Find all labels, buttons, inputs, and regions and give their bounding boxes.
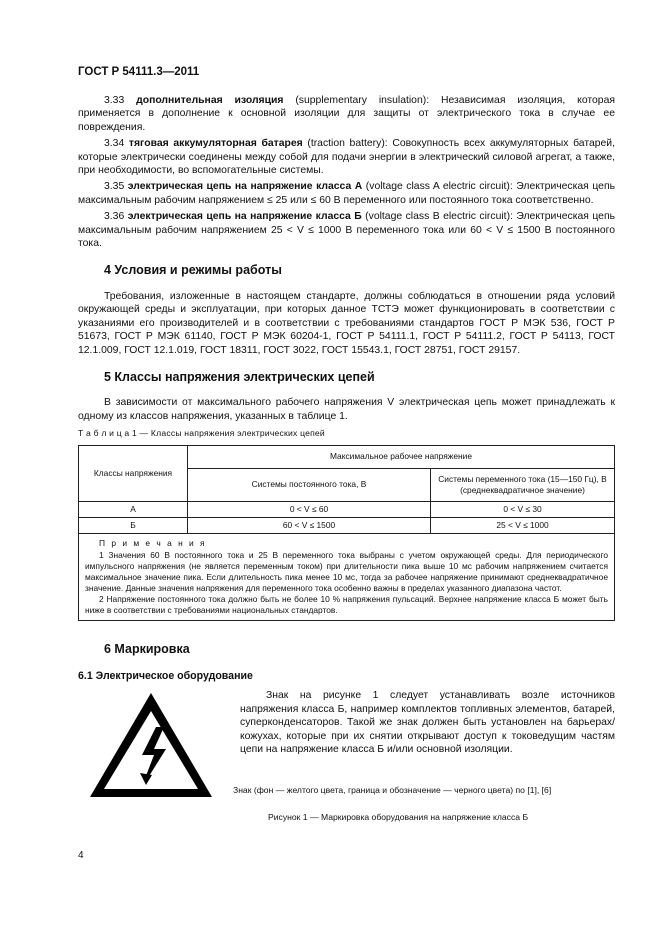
table-cell-ac: 25 < V ≤ 1000 bbox=[431, 517, 615, 533]
page-number: 4 bbox=[78, 850, 84, 861]
definition-3-34: 3.34 тяговая аккумуляторная батарея (traction battery): Совокупность всех аккумуляторных батарей, которые электрически соединены между собой для подачи энергии в электрический силовой агрегат, а также, при необходимости, во вспомогательные системы. bbox=[78, 138, 616, 177]
table-cell-class: Б bbox=[79, 517, 188, 533]
table-header-dc: Системы постоянного тока, В bbox=[188, 468, 431, 501]
figure-caption: Рисунок 1 — Маркировка оборудования на напряжение класса Б bbox=[268, 812, 529, 823]
section-4-text: Требования, изложенные в настоящем стандарте, должны соблюдаться в отношении ряда условий окружающей среды и эксплуатации, при которых данное ТСТЭ может функционировать в соответствии с указаниями его производителей и в соответствии с требованиями стандартов ГОСТ Р МЭК 536, ГОСТ Р 51673, ГОСТ Р МЭК 61140, ГОСТ Р МЭК 60204-1, ГОСТ Р 54111.1, ГОСТ Р 54111.2, ГОСТ Р 54113, ГОСТ 12.1.009, ГОСТ 12.1.019, ГОСТ 18311, ГОСТ 3022, ГОСТ 15543.1, ГОСТ 28751, ГОСТ 29157. bbox=[78, 290, 615, 356]
high-voltage-warning-icon bbox=[86, 689, 216, 801]
table-cell-class: А bbox=[79, 501, 188, 517]
notes-title: П р и м е ч а н и я bbox=[99, 537, 207, 548]
table-header-class: Классы напряжения bbox=[79, 445, 188, 501]
table-notes bbox=[79, 533, 615, 620]
table-caption: Т а б л и ц а 1 — Классы напряжения электрических цепей bbox=[78, 428, 325, 439]
table-cell-dc: 0 < V ≤ 60 bbox=[188, 501, 431, 517]
table-header-ac: Системы переменного тока (15—150 Гц), В (среднеквадратичное значение) bbox=[431, 468, 615, 501]
table-header-max: Максимальное рабочее напряжение bbox=[188, 445, 615, 468]
section-6-1-title: 6.1 Электрическое оборудование bbox=[78, 669, 253, 682]
section-6-title: 6 Маркировка bbox=[104, 641, 190, 656]
section-4-title: 4 Условия и режимы работы bbox=[104, 263, 282, 278]
document-header: ГОСТ Р 54111.3—2011 bbox=[78, 66, 200, 78]
section-5-title: 5 Классы напряжения электрических цепей bbox=[104, 369, 375, 384]
section-6-1-text: Знак на рисунке 1 следует устанавливать возле источников напряжения класса Б, например комплектов топливных элементов, батарей, суперконденсаторов. Такой же знак должен быть установлен на барьерах/кожухах, которые при их снятии открывают доступ к токоведущим частям цепи на напряжение класса Б и/или основной изоляции. bbox=[240, 690, 615, 755]
sign-note: Знак (фон — желтого цвета, граница и обозначение — черного цвета) по [1], [6] bbox=[233, 785, 552, 796]
table-row bbox=[79, 517, 615, 533]
page-content bbox=[78, 94, 615, 839]
note-2: 2 Напряжение постоянного тока должно быть не более 10 % напряжения пульсаций. Верхнее напряжение класса Б может быть ниже в соответствии с требованиями национальных стандартов. bbox=[85, 593, 608, 615]
figure-1 bbox=[78, 689, 615, 839]
definition-3-36: 3.36 электрическая цепь на напряжение класса Б (voltage class B electric circuit): Электрическая цепь максимальным рабочим напряжением 25 < V ≤ 1000 В переменного тока или 60 < V ≤ 1500 В постоянного тока. bbox=[78, 211, 615, 250]
section-5-text: В зависимости от максимального рабочего напряжения V электрическая цепь может принадлежать к одному из классов напряжения, указанных в таблице 1. bbox=[78, 397, 615, 422]
definition-3-35: 3.35 электрическая цепь на напряжение класса А (voltage class A electric circuit): Электрическая цепь максимальным рабочим напряжением ≤ 25 или ≤ 60 В переменного или постоянного тока соответственно. bbox=[78, 181, 615, 206]
table-row bbox=[79, 501, 615, 517]
note-1: 1 Значения 60 В постоянного тока и 25 В переменного тока выбраны с учетом окружающей среды. Для периодического импульсного напряжения (не является переменным током) при длительности пика выше 10 мс рабочим напряжением считается максимальное значение пика. Если длительность пика менее 10 мс, тогда за рабочее напряжение принимают среднеквадратичное значение. Данные значения напряжения для переменного тока особенно важны в пределах указанного диапазона частот. bbox=[85, 549, 608, 593]
table-cell-ac: 0 < V ≤ 30 bbox=[431, 501, 615, 517]
voltage-class-table bbox=[78, 445, 615, 621]
table-cell-dc: 60 < V ≤ 1500 bbox=[188, 517, 431, 533]
definition-3-33: 3.33 дополнительная изоляция (supplementary insulation): Независимая изоляция, которая применяется в дополнение к основной изоляции для защиты от электрического тока в случае ее повреждения. bbox=[78, 95, 615, 133]
